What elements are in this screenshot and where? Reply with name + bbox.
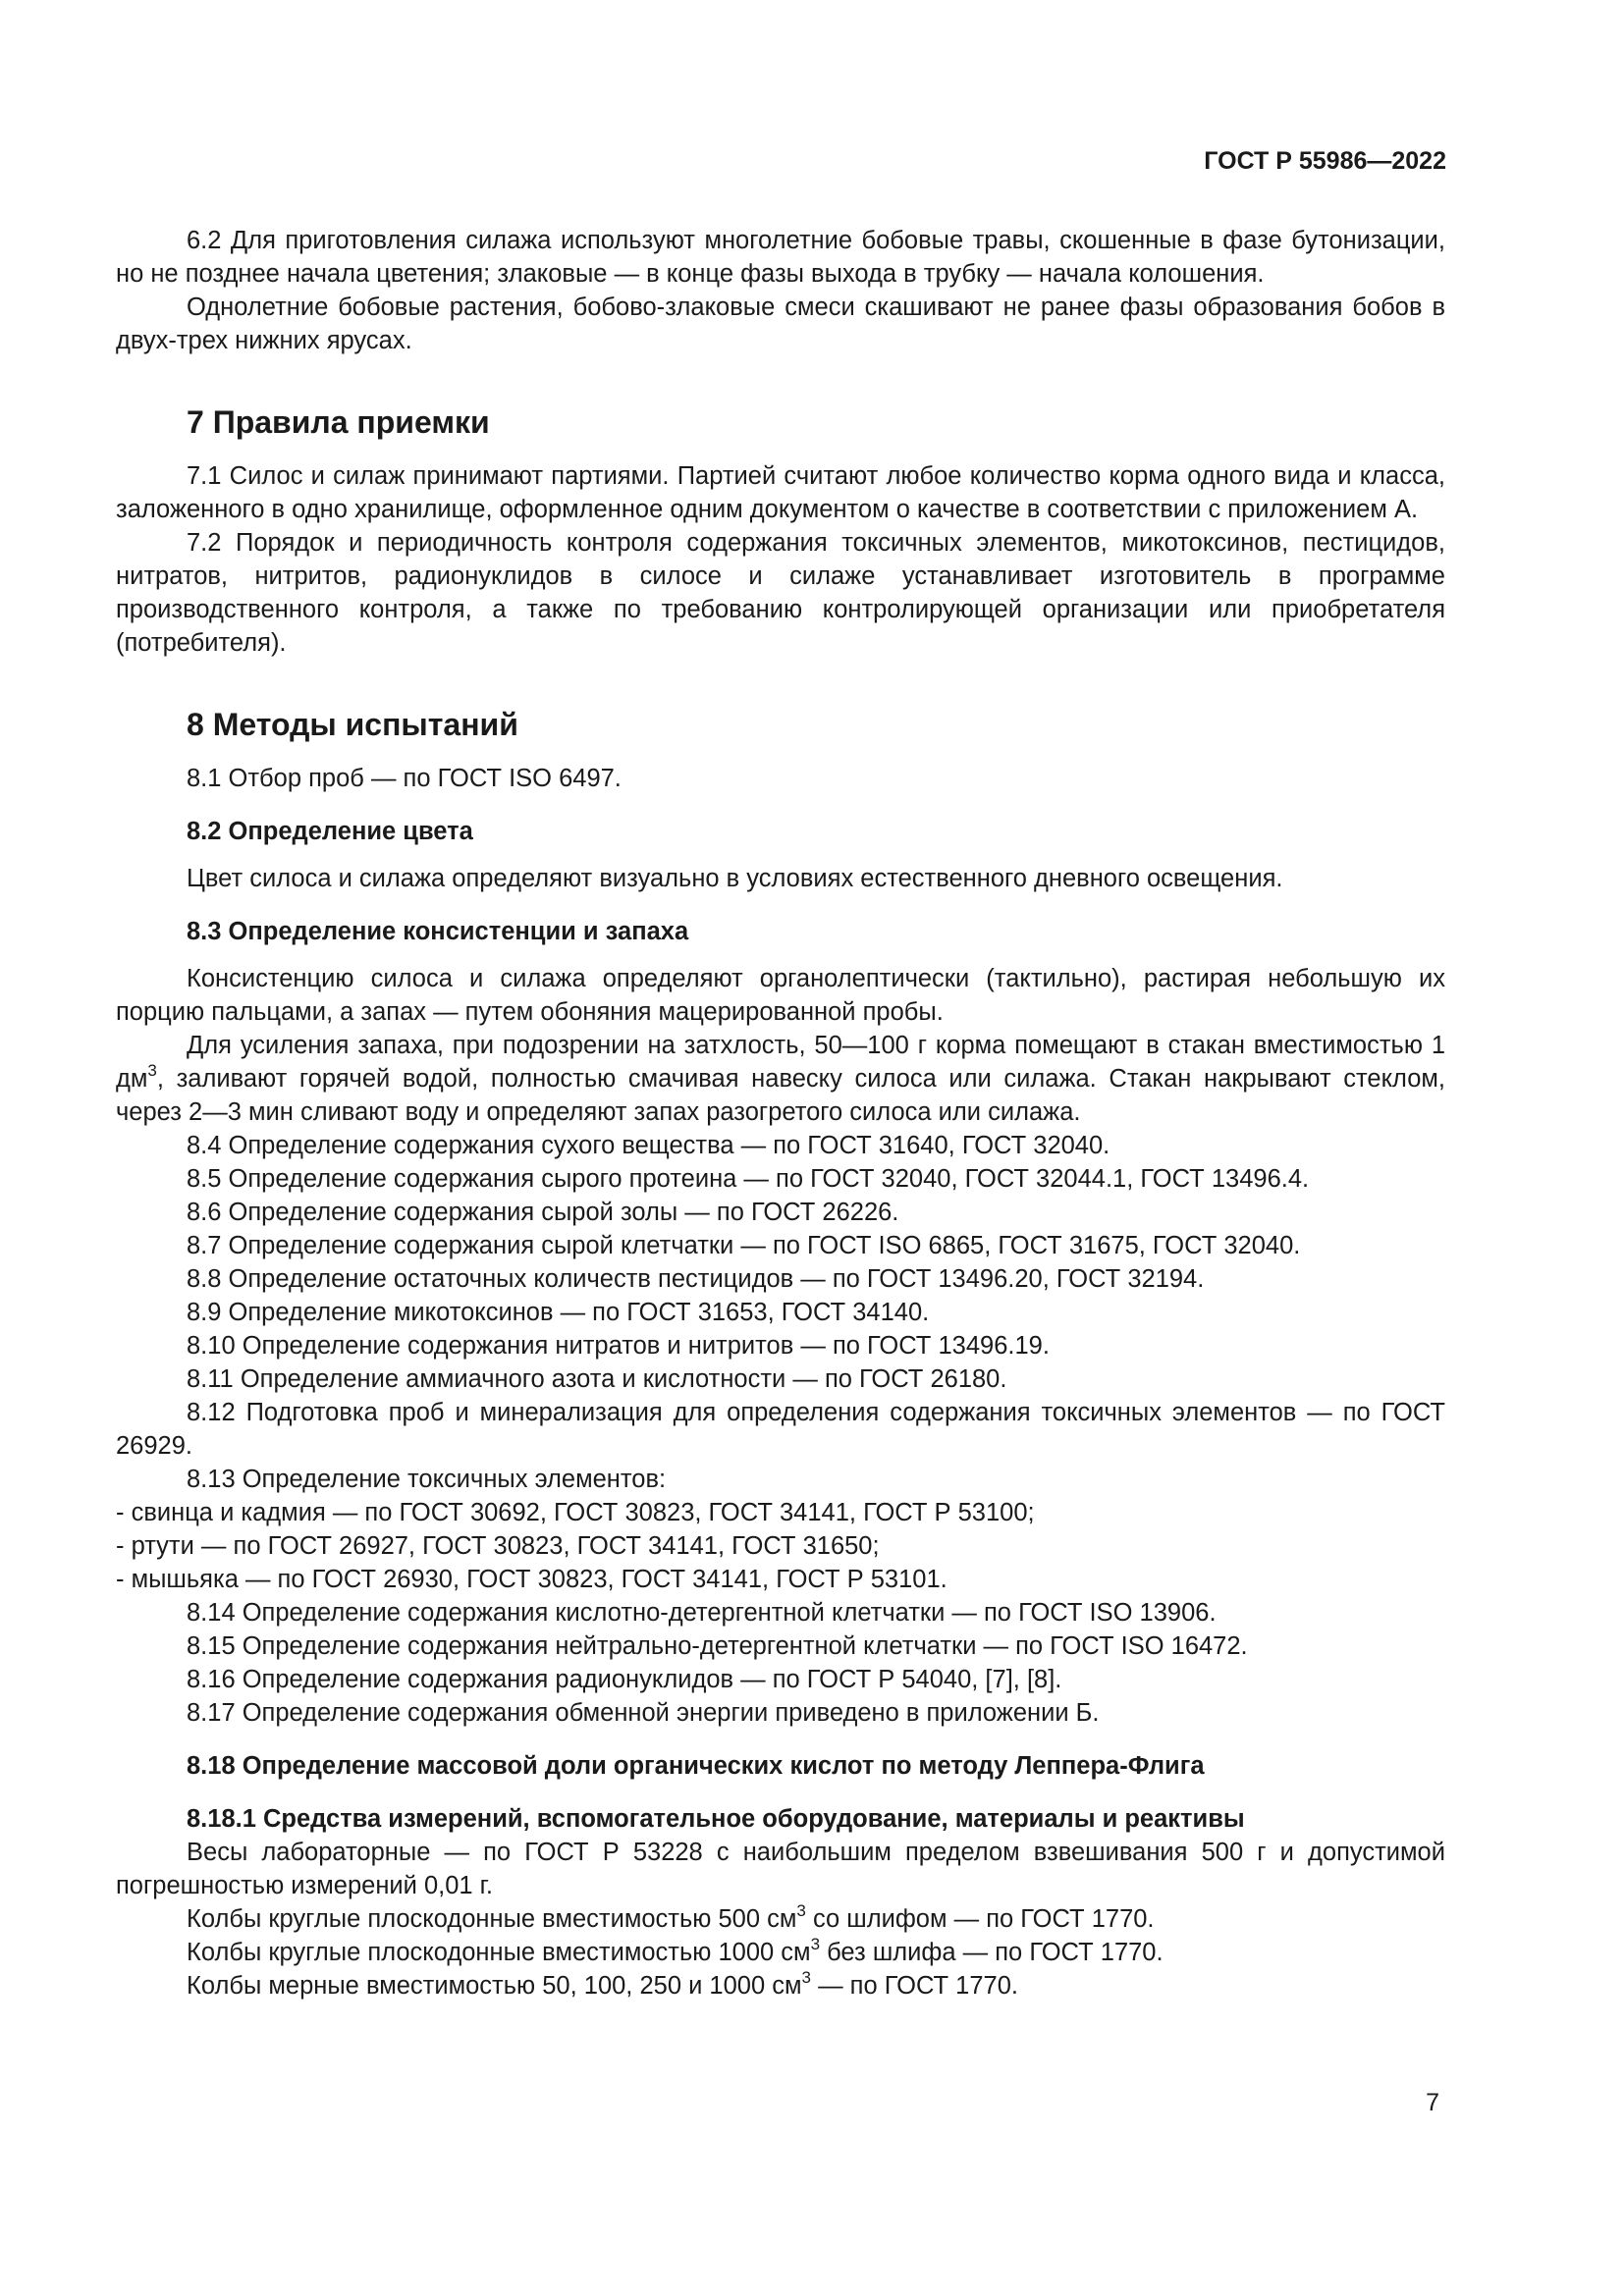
list-item-8-9: 8.9 Определение микотоксинов — по ГОСТ 31653, ГОСТ 34140. xyxy=(187,1299,930,1326)
document-body xyxy=(116,224,1445,2002)
list-item-8-15: 8.15 Определение содержания нейтрально-детергентной клетчатки — по ГОСТ ISO 16472. xyxy=(187,1632,1248,1660)
superscript: 3 xyxy=(810,1934,821,1953)
text-span: Колбы мерные вместимостью 50, 100, 250 и 1000 см xyxy=(187,1972,802,2000)
list-item-8-7: 8.7 Определение содержания сырой клетчатки — по ГОСТ ISO 6865, ГОСТ 31675, ГОСТ 32040. xyxy=(187,1232,1301,1259)
paragraph-7-1: 7.1 Силос и силаж принимают партиями. Партией считают любое количество корма одного вида и класса, заложенного в одно хранилище, оформленное одним документом о качестве в соответствии с приложением А. xyxy=(116,462,1445,523)
list-item-8-6: 8.6 Определение содержания сырой золы — по ГОСТ 26226. xyxy=(187,1199,899,1226)
section-7-heading: 7 Правила приемки xyxy=(187,404,490,440)
list-item-8-16: 8.16 Определение содержания радионуклидов — по ГОСТ Р 54040, [7], [8]. xyxy=(187,1666,1062,1693)
text-span: — по ГОСТ 1770. xyxy=(811,1972,1018,2000)
list-item-8-14: 8.14 Определение содержания кислотно-детергентной клетчатки — по ГОСТ ISO 13906. xyxy=(187,1599,1217,1627)
subsection-8-2-heading: 8.2 Определение цвета xyxy=(187,818,473,845)
list-item-8-4: 8.4 Определение содержания сухого вещества — по ГОСТ 31640, ГОСТ 32040. xyxy=(187,1132,1110,1159)
superscript: 3 xyxy=(796,1900,806,1920)
text-span: , заливают горячей водой, полностью смачивая навеску силоса или силажа. Стакан накрывают стеклом, через 2—3 мин сливают воду и определяют запах разогретого силоса или силажа. xyxy=(116,1065,1445,1126)
list-item-8-12: 8.12 Подготовка проб и минерализация для определения содержания токсичных элементов — по ГОСТ 26929. xyxy=(116,1399,1445,1460)
dash-item-mercury: - ртути — по ГОСТ 26927, ГОСТ 30823, ГОСТ 34141, ГОСТ 31650; xyxy=(116,1532,880,1560)
subsection-8-18-heading: 8.18 Определение массовой доли органических кислот по методу Леппера-Флига xyxy=(187,1752,1205,1780)
dash-item-lead-cadmium: - свинца и кадмия — по ГОСТ 30692, ГОСТ 30823, ГОСТ 34141, ГОСТ Р 53100; xyxy=(116,1499,1035,1526)
superscript: 3 xyxy=(147,1060,157,1080)
document-code: ГОСТ Р 55986—2022 xyxy=(1204,147,1446,175)
paragraph-6-2: 6.2 Для приготовления силажа используют многолетние бобовые травы, скошенные в фазе бутонизации, но не позднее начала цветения; злаковые — в конце фазы выхода в трубку — начала колошения. xyxy=(116,227,1445,288)
paragraph-8-3-smell xyxy=(116,1029,1445,1129)
paragraph-flask-500 xyxy=(116,1902,1445,1936)
section-8-heading: 8 Методы испытаний xyxy=(187,707,518,742)
text-span: со шлифом — по ГОСТ 1770. xyxy=(805,1905,1155,1933)
list-item-8-13: 8.13 Определение токсичных элементов: xyxy=(187,1466,667,1493)
page-number: 7 xyxy=(1426,2089,1439,2116)
text-span: Для усиления запаха, при подозрении на затхлость, 50—100 г корма помещают в стакан вместимостью 1 дм xyxy=(116,1032,1445,1093)
text-span: Колбы круглые плоскодонные вместимостью 500 см xyxy=(187,1905,797,1933)
list-item-8-11: 8.11 Определение аммиачного азота и кислотности — по ГОСТ 26180. xyxy=(187,1365,1007,1393)
text-span: Колбы круглые плоскодонные вместимостью 1000 см xyxy=(187,1939,811,1966)
paragraph-scales: Весы лабораторные — по ГОСТ Р 53228 с наибольшим пределом взвешивания 500 г и допустимой погрешностью измерений 0,01 г. xyxy=(116,1839,1445,1899)
dash-item-arsenic: - мышьяка — по ГОСТ 26930, ГОСТ 30823, ГОСТ 34141, ГОСТ Р 53101. xyxy=(116,1566,947,1593)
subsection-8-3-heading: 8.3 Определение консистенции и запаха xyxy=(187,918,689,945)
list-item-8-8: 8.8 Определение остаточных количеств пестицидов — по ГОСТ 13496.20, ГОСТ 32194. xyxy=(187,1265,1205,1293)
subsection-8-18-1-heading: 8.18.1 Средства измерений, вспомогательное оборудование, материалы и реактивы xyxy=(187,1805,1245,1833)
list-item-8-17: 8.17 Определение содержания обменной энергии приведено в приложении Б. xyxy=(187,1699,1100,1727)
paragraph-volumetric-flasks xyxy=(116,1969,1445,2002)
paragraph-6-2-annual: Однолетние бобовые растения, бобово-злаковые смеси скашивают не ранее фазы образования бобов в двух-трех нижних ярусах. xyxy=(116,294,1445,354)
paragraph-7-2: 7.2 Порядок и периодичность контроля содержания токсичных элементов, микотоксинов, пестицидов, нитратов, нитритов, радионуклидов в силосе и силаже устанавливает изготовитель в программе производственного контроля, а также по требованию контролирующей организации или приобретателя (потребителя). xyxy=(116,529,1445,657)
text-span: без шлифа — по ГОСТ 1770. xyxy=(820,1939,1164,1966)
paragraph-8-1: 8.1 Отбор проб — по ГОСТ ISO 6497. xyxy=(187,765,622,792)
list-item-8-10: 8.10 Определение содержания нитратов и нитритов — по ГОСТ 13496.19. xyxy=(187,1332,1050,1360)
superscript: 3 xyxy=(801,1967,811,1987)
paragraph-8-3-consistency: Консистенцию силоса и силажа определяют органолептически (тактильно), растирая небольшую их порцию пальцами, а запах — путем обоняния мацерированной пробы. xyxy=(116,965,1445,1026)
list-item-8-5: 8.5 Определение содержания сырого протеина — по ГОСТ 32040, ГОСТ 32044.1, ГОСТ 13496.4. xyxy=(187,1165,1310,1193)
paragraph-8-2: Цвет силоса и силажа определяют визуально в условиях естественного дневного освещения. xyxy=(187,865,1283,892)
paragraph-flask-1000 xyxy=(116,1936,1445,1969)
